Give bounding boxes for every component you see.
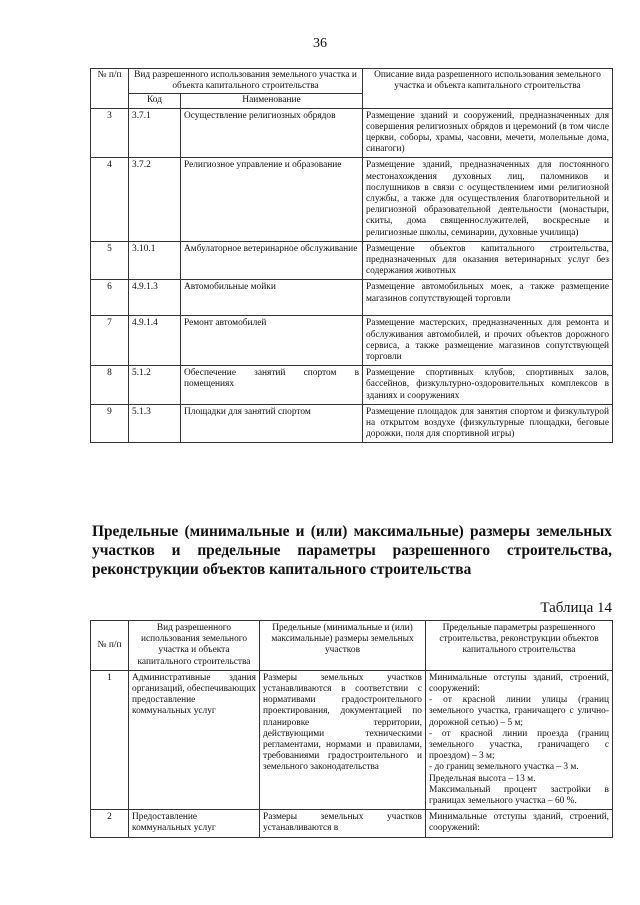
header-vid: Вид разрешенного использования земельного участка и объекта капитального строительства xyxy=(129,621,260,671)
land-use-table xyxy=(90,68,613,443)
header-code: Код xyxy=(129,94,181,108)
table-row xyxy=(91,670,613,809)
row-num: 6 xyxy=(91,280,129,316)
param-line: - до границ земельного участка – 3 м. xyxy=(429,762,579,773)
row-name: Осуществление религиозных обрядов xyxy=(181,108,363,158)
row-params xyxy=(426,810,613,837)
row-description: Размещение объектов капитального строительства, предназначенных для оказания ветеринарных услуг без содержания животных xyxy=(363,241,613,280)
row-vid: Предоставление коммунальных услуг xyxy=(129,810,260,837)
header-name: Наименование xyxy=(181,94,363,108)
row-num: 2 xyxy=(91,810,129,837)
table-row xyxy=(91,810,613,837)
row-name: Обеспечение занятий спортом в помещениях xyxy=(181,366,363,405)
row-num: 9 xyxy=(91,404,129,443)
row-name: Площадки для занятий спортом xyxy=(181,404,363,443)
table-row xyxy=(91,280,613,316)
parameters-table xyxy=(90,620,613,838)
row-code: 5.1.3 xyxy=(129,404,181,443)
row-num: 3 xyxy=(91,108,129,158)
header-vid-group: Вид разрешенного использования земельного участка и объекта капитального строительства xyxy=(129,69,363,94)
param-line: - от красной линии проезда (границ земельного участка, граничащего с проездом) – 3 м; xyxy=(429,728,609,762)
row-num: 1 xyxy=(91,670,129,809)
table-row xyxy=(91,404,613,443)
table-row xyxy=(91,108,613,158)
row-num: 8 xyxy=(91,366,129,405)
header-num: № п/п xyxy=(91,621,129,671)
row-name: Религиозное управление и образование xyxy=(181,158,363,241)
row-code: 4.9.1.3 xyxy=(129,280,181,316)
param-line: Минимальные отступы зданий, строений, сооружений: xyxy=(429,812,609,834)
row-name: Амбулаторное ветеринарное обслуживание xyxy=(181,241,363,280)
table-row xyxy=(91,158,613,241)
param-line: Предельная высота – 13 м. xyxy=(429,773,536,784)
row-code: 3.10.1 xyxy=(129,241,181,280)
row-description: Размещение площадок для занятия спортом и физкультурой на открытом воздухе (физкультурные площадки, беговые дорожки, поля для спортивной игры) xyxy=(363,404,613,443)
row-description: Размещение зданий и сооружений, предназначенных для совершения религиозных обрядов и церемоний (в том числе церкви, соборы, храмы, часовни, мечети, молельные дома, синагоги) xyxy=(363,108,613,158)
row-name: Автомобильные мойки xyxy=(181,280,363,316)
row-description: Размещение мастерских, предназначенных для ремонта и обслуживания автомобилей, и прочих объектов дорожного сервиса, а также размещение магазинов сопутствующей торговли xyxy=(363,316,613,366)
table-row xyxy=(91,241,613,280)
section-heading: Предельные (минимальные и (или) максимальные) размеры земельных участков и предельные параметры разрешенного строительства, реконструкции объектов капитального строительства xyxy=(92,523,612,578)
row-description: Размещение автомобильных моек, а также размещение магазинов сопутствующей торговли xyxy=(363,280,613,316)
param-line: Максимальный процент застройки в границах земельного участка – 60 %. xyxy=(429,784,609,807)
row-sizes: Размеры земельных участков устанавливаются в соответствии с нормативами градостроительного проектирования, документацией по планировке территории, действующими техническими регламентами, нормами и правилами, требованиями градостроительного и земельного законодательства xyxy=(260,670,426,809)
row-num: 5 xyxy=(91,241,129,280)
header-params: Предельные параметры разрешенного строительства, реконструкции объектов капитального строительства xyxy=(426,621,613,671)
row-code: 3.7.2 xyxy=(129,158,181,241)
row-vid: Административные здания организаций, обеспечивающих предоставление коммунальных услуг xyxy=(129,670,260,809)
param-line: Минимальные отступы зданий, строений, сооружений: xyxy=(429,672,609,695)
table-caption: Таблица 14 xyxy=(540,600,612,616)
table-row xyxy=(91,366,613,405)
row-description: Размещение спортивных клубов, спортивных залов, бассейнов, физкультурно-оздоровительных комплексов в зданиях и сооружениях xyxy=(363,366,613,405)
header-description: Описание вида разрешенного использования земельного участка и объекта капитального строительства xyxy=(363,69,613,109)
page-number: 36 xyxy=(313,36,327,51)
row-description: Размещение зданий, предназначенных для постоянного местонахождения духовных лиц, паломников и послушников в связи с осуществлением ими религиозной службы, а также для осуществления благотворительной и религиозной образовательной деятельности (монастыри, скиты, дома священнослужителей, воскресные и религиозные школы, семинарии, духовные училища) xyxy=(363,158,613,241)
header-num: № п/п xyxy=(91,69,129,109)
param-line: - от красной линии улицы (границ земельного участка, граничащего с улично-дорожной сетью) – 5 м; xyxy=(429,695,609,728)
row-name: Ремонт автомобилей xyxy=(181,316,363,366)
row-sizes: Размеры земельных участков устанавливаются в xyxy=(260,810,426,837)
row-params xyxy=(426,670,613,809)
row-num: 4 xyxy=(91,158,129,241)
row-num: 7 xyxy=(91,316,129,366)
header-sizes: Предельные (минимальные и (или) максимальные) размеры земельных участков xyxy=(260,621,426,671)
row-code: 3.7.1 xyxy=(129,108,181,158)
row-code: 4.9.1.4 xyxy=(129,316,181,366)
row-code: 5.1.2 xyxy=(129,366,181,405)
table-row xyxy=(91,316,613,366)
